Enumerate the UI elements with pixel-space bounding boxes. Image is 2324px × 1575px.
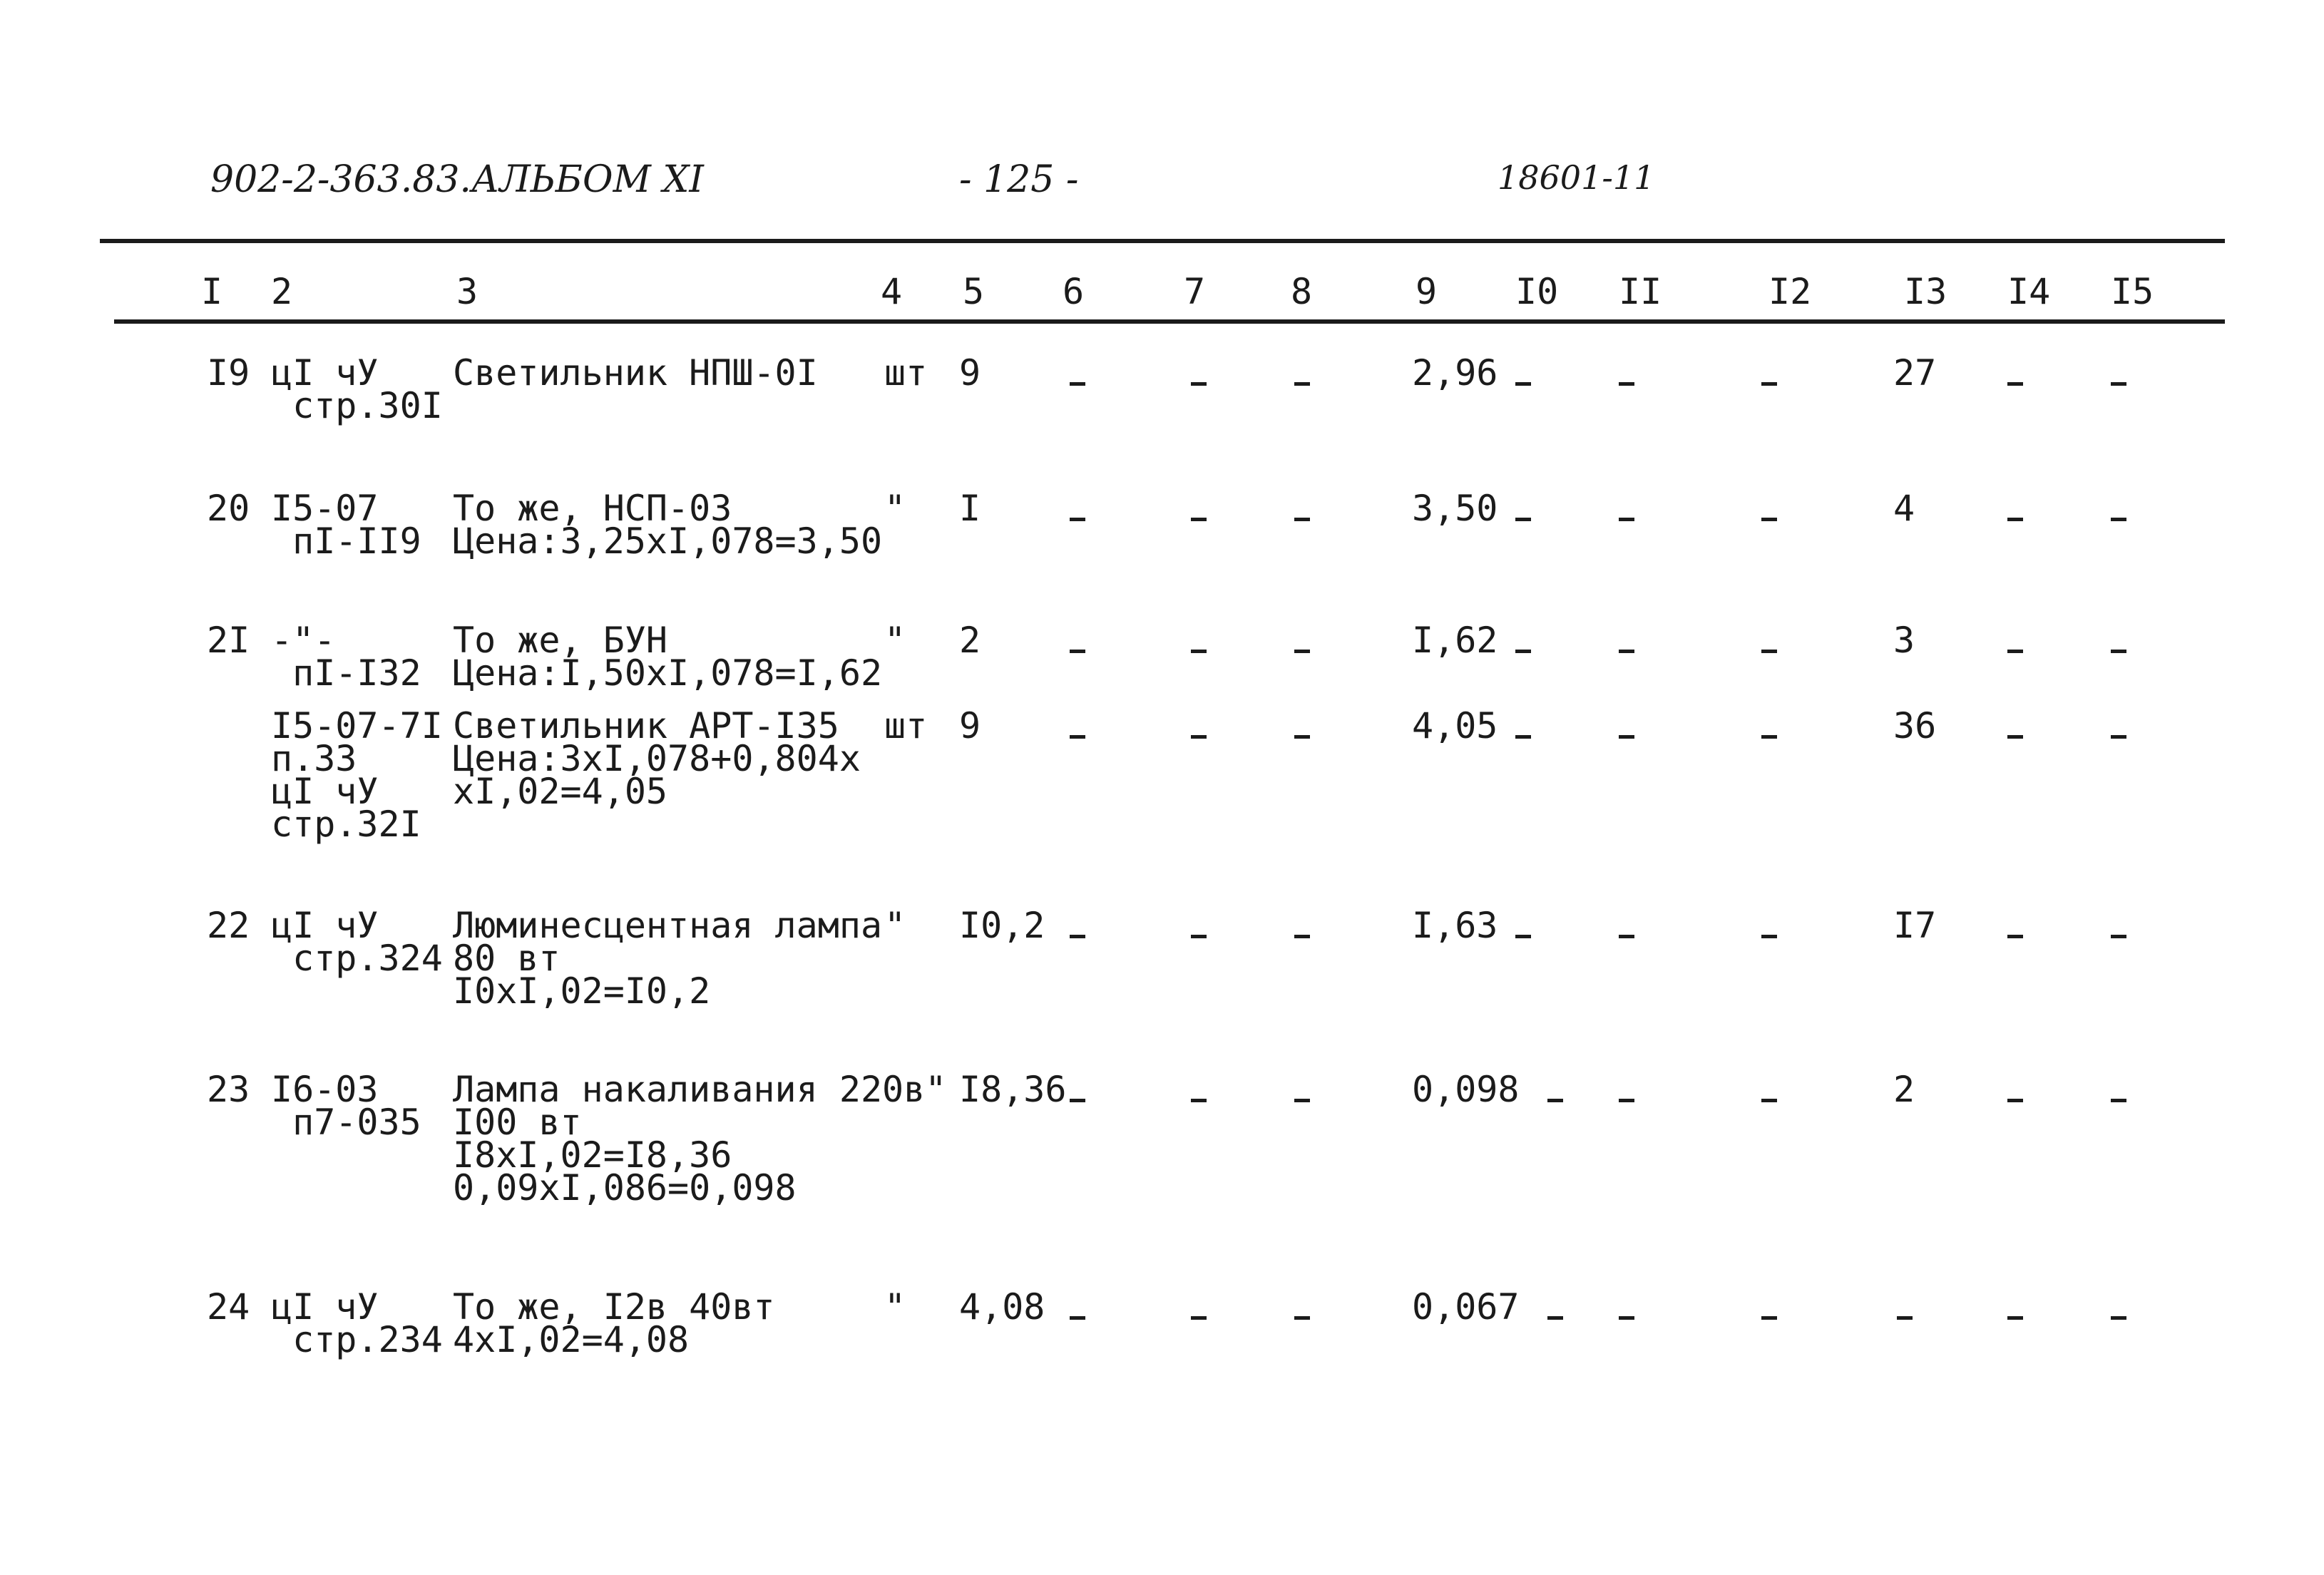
dash-mark [1761, 518, 1777, 521]
dash-mark [1294, 1099, 1310, 1102]
row-number: 23 [207, 1069, 250, 1110]
dash-mark [2007, 1099, 2023, 1102]
sheet-code: 18601-11 [1498, 158, 1655, 197]
row-number: 2I [207, 620, 250, 661]
column-header-11: II [1619, 271, 1662, 312]
column-header-13: I3 [1904, 271, 1947, 312]
dash-mark [1191, 1316, 1207, 1320]
dash-mark [1191, 518, 1207, 521]
dash-mark [1294, 382, 1310, 386]
dash-mark [2007, 935, 2023, 938]
column-header-15: I5 [2111, 271, 2154, 312]
unit-price: 0,098 [1412, 1069, 1520, 1110]
dash-mark [1191, 1099, 1207, 1102]
quantity: 9 [959, 352, 981, 394]
item-name: Светильник НПШ-0I [453, 352, 818, 394]
dash-mark [1515, 650, 1531, 653]
total: 27 [1893, 352, 1937, 394]
dash-mark [2007, 518, 2023, 521]
dash-mark [1619, 735, 1634, 739]
document-code: 902-2-363.83.АЛЬБОМ XI [210, 158, 704, 201]
dash-mark [1619, 1316, 1634, 1320]
dash-mark [1191, 935, 1207, 938]
dash-mark [1515, 382, 1531, 386]
page-number: - 125 - [959, 158, 1079, 201]
dash-mark [2111, 382, 2126, 386]
quantity: I8,36 [959, 1069, 1067, 1110]
column-header-5: 5 [963, 271, 985, 312]
unit-price: I,62 [1412, 620, 1498, 661]
unit: шт [884, 352, 928, 394]
dash-mark [1191, 735, 1207, 739]
dash-mark [2111, 650, 2126, 653]
quantity: 2 [959, 620, 981, 661]
item-name: То же, НСП-03 Цена:3,25xI,078=3,50 [453, 488, 883, 562]
dash-mark [1547, 1099, 1563, 1102]
row-number: 24 [207, 1286, 250, 1328]
column-header-9: 9 [1416, 271, 1438, 312]
unit: шт [884, 705, 928, 747]
item-name: Светильник АРТ-I35 Цена:3xI,078+0,804x xI,02=4,05 [453, 705, 861, 812]
dash-mark [2111, 518, 2126, 521]
dash-mark [1897, 1316, 1913, 1320]
dash-mark [1294, 735, 1310, 739]
row-number: 22 [207, 905, 250, 946]
norm-code: I5-07 пI-II9 [271, 488, 421, 562]
dash-mark [1761, 735, 1777, 739]
dash-mark [2111, 935, 2126, 938]
column-header-14: I4 [2007, 271, 2051, 312]
dash-mark [2111, 1099, 2126, 1102]
dash-mark [1191, 650, 1207, 653]
dash-mark [1619, 382, 1634, 386]
item-name: Лампа накаливания 220в" I00 вт I8xI,02=I8,36 0,09xI,086=0,098 [453, 1069, 947, 1209]
unit-price: 2,96 [1412, 352, 1498, 394]
column-header-1: I [201, 271, 223, 312]
quantity: 9 [959, 705, 981, 747]
column-header-2: 2 [271, 271, 293, 312]
dash-mark [1294, 518, 1310, 521]
column-header-12: I2 [1768, 271, 1812, 312]
norm-code: I5-07-7I п.33 цI чУ стр.32I [271, 705, 443, 845]
dash-mark [1294, 650, 1310, 653]
unit-price: 3,50 [1412, 488, 1498, 529]
quantity: 4,08 [959, 1286, 1045, 1328]
dash-mark [2007, 650, 2023, 653]
dash-mark [1294, 935, 1310, 938]
column-header-10: I0 [1515, 271, 1559, 312]
row-number: I9 [207, 352, 250, 394]
dash-mark [1619, 935, 1634, 938]
dash-mark [1761, 935, 1777, 938]
dash-mark [2111, 735, 2126, 739]
column-header-8: 8 [1291, 271, 1313, 312]
dash-mark [1191, 382, 1207, 386]
dash-mark [1761, 650, 1777, 653]
dash-mark [1761, 382, 1777, 386]
dash-mark [2007, 735, 2023, 739]
total: 3 [1893, 620, 1915, 661]
dash-mark [1761, 1099, 1777, 1102]
dash-mark [1619, 518, 1634, 521]
dash-mark [1070, 935, 1085, 938]
quantity: I [959, 488, 981, 529]
dash-mark [1515, 935, 1531, 938]
item-name: То же, БУН Цена:I,50xI,078=I,62 [453, 620, 883, 694]
dash-mark [2007, 1316, 2023, 1320]
norm-code: цI чУ стр.234 [271, 1286, 443, 1360]
item-name: Люминесцентная лампа 80 вт I0xI,02=I0,2 [453, 905, 883, 1012]
dash-mark [1070, 1316, 1085, 1320]
dash-mark [2007, 382, 2023, 386]
dash-mark [1619, 1099, 1634, 1102]
column-header-7: 7 [1184, 271, 1206, 312]
column-header-3: 3 [456, 271, 478, 312]
dash-mark [1761, 1316, 1777, 1320]
norm-code: цI чУ стр.324 [271, 905, 443, 979]
dash-mark [1619, 650, 1634, 653]
unit: " [884, 488, 906, 529]
unit: " [884, 905, 906, 946]
norm-code: -"- пI-I32 [271, 620, 421, 694]
dash-mark [2111, 1316, 2126, 1320]
item-name: То же, I2в 40вт 4xI,02=4,08 [453, 1286, 775, 1360]
total: 36 [1893, 705, 1937, 747]
unit: " [884, 1286, 906, 1328]
top-rule [100, 239, 2225, 243]
norm-code: цI чУ стр.30I [271, 352, 443, 426]
dash-mark [1070, 650, 1085, 653]
dash-mark [1070, 735, 1085, 739]
dash-mark [1515, 735, 1531, 739]
dash-mark [1294, 1316, 1310, 1320]
dash-mark [1515, 518, 1531, 521]
row-number: 20 [207, 488, 250, 529]
dash-mark [1070, 518, 1085, 521]
dash-mark [1070, 382, 1085, 386]
total: 4 [1893, 488, 1915, 529]
unit: " [884, 620, 906, 661]
dash-mark [1547, 1316, 1563, 1320]
column-header-6: 6 [1063, 271, 1085, 312]
unit-price: 4,05 [1412, 705, 1498, 747]
column-header-4: 4 [881, 271, 903, 312]
total: I7 [1893, 905, 1937, 946]
total: 2 [1893, 1069, 1915, 1110]
unit-price: I,63 [1412, 905, 1498, 946]
dash-mark [1070, 1099, 1085, 1102]
norm-code: I6-03 п7-035 [271, 1069, 421, 1143]
unit-price: 0,067 [1412, 1286, 1520, 1328]
quantity: I0,2 [959, 905, 1045, 946]
header-rule [114, 319, 2225, 324]
